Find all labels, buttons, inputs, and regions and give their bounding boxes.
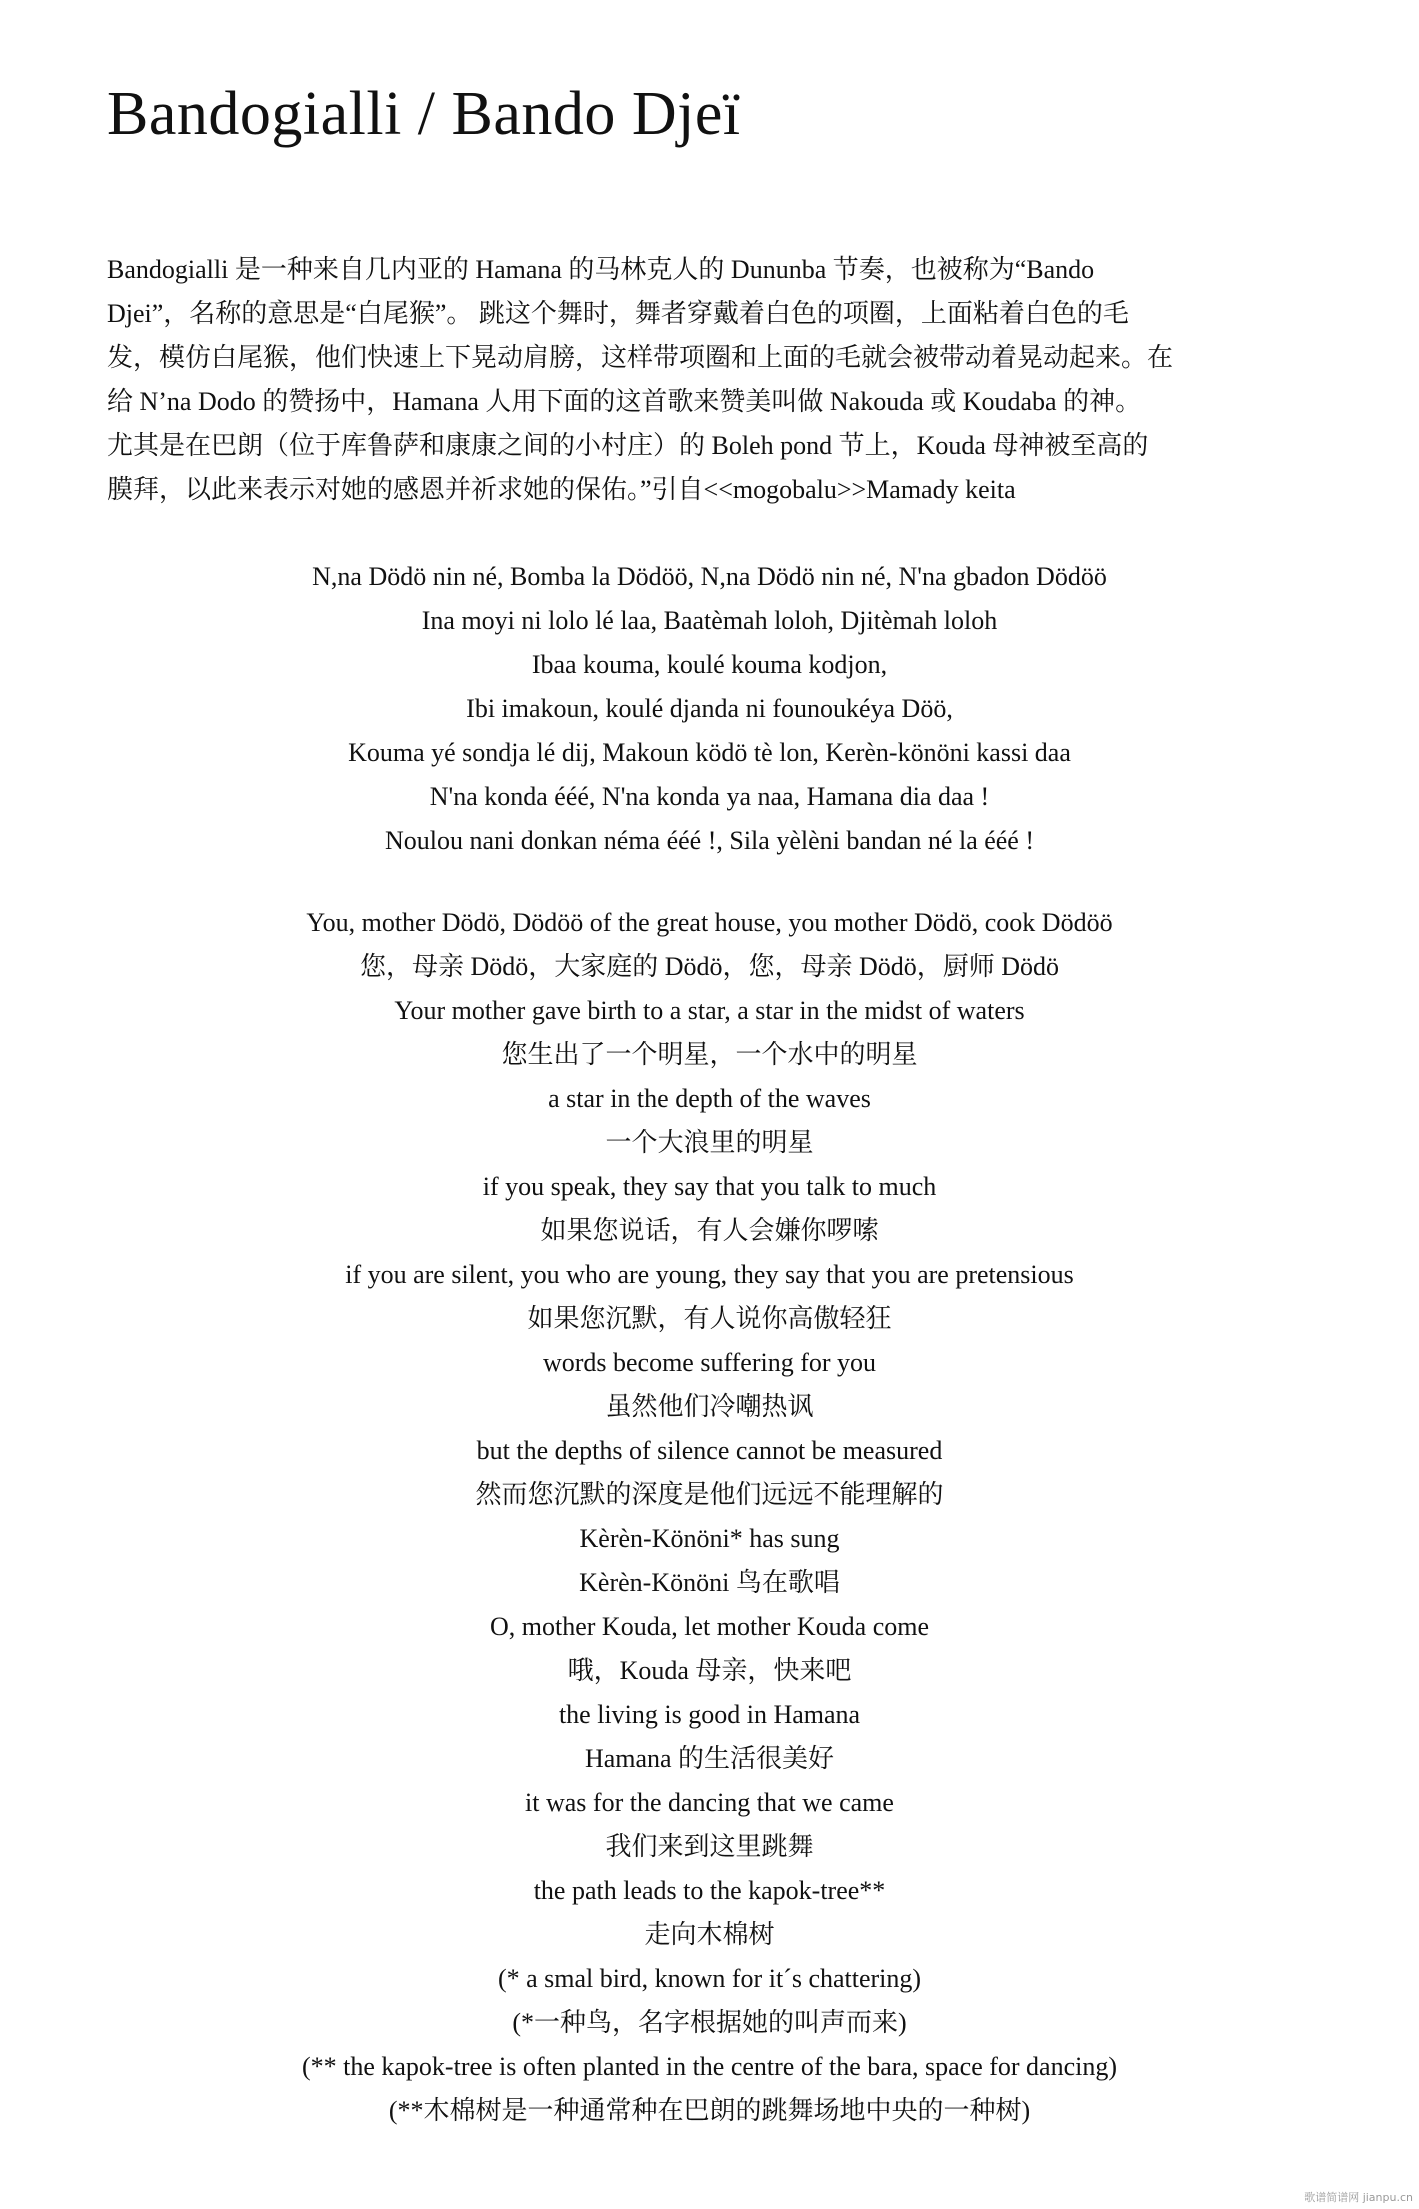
lyric-line: Ibi imakoun, koulé djanda ni founoukéya Döö, — [466, 694, 953, 723]
site-watermark: 歌谱简谱网 jianpu.cn — [1304, 2191, 1413, 2204]
translation-line: if you are silent, you who are young, they say that you are pretensious — [345, 1260, 1074, 1289]
translation-line: You, mother Dödö, Dödöö of the great house, you mother Dödö, cook Dödöö — [306, 908, 1113, 937]
translation-line: 一个大浪里的明星 — [605, 1128, 814, 1157]
translation-line: (* a smal bird, known for it´s chattering) — [497, 1964, 922, 1993]
translation-line: 如果您沉默，有人说你高傲轻狂 — [527, 1304, 892, 1333]
intro-line: 膜拜，以此来表示对她的感恩并祈求她的保佑。”引自<<mogobalu>>Mamady keita — [107, 475, 1016, 504]
lyrics-original-block — [0, 555, 1419, 863]
translation-line: if you speak, they say that you talk to much — [482, 1172, 937, 1201]
lyric-line: N,na Dödö nin né, Bomba la Dödöö, N,na Dödö nin né, N'na gbadon Dödöö — [312, 562, 1107, 591]
translation-line: (*一种鸟，名字根据她的叫声而来) — [512, 2008, 907, 2037]
translation-line: a star in the depth of the waves — [548, 1084, 871, 1113]
translation-line: O, mother Kouda, let mother Kouda come — [490, 1612, 929, 1641]
lyric-line: Ina moyi ni lolo lé laa, Baatèmah loloh, Djitèmah loloh — [421, 606, 998, 635]
page-title: Bandogialli / Bando Djeï — [107, 80, 741, 148]
translation-line: words become suffering for you — [542, 1348, 877, 1377]
lyric-line: N'na konda ééé, N'na konda ya naa, Hamana dia daa ! — [429, 782, 990, 811]
translation-line: Kèrèn-Könöni 鸟在歌唱 — [579, 1568, 840, 1597]
lyrics-translation-block — [0, 901, 1419, 2133]
translation-line: 您，母亲 Dödö，大家庭的 Dödö，您，母亲 Dödö，厨师 Dödö — [359, 952, 1060, 981]
translation-line: but the depths of silence cannot be measured — [476, 1436, 943, 1465]
translation-line: 走向木棉树 — [644, 1920, 775, 1949]
intro-line: Bandogialli 是一种来自几内亚的 Hamana 的马林克人的 Dununba 节奏，也被称为“Bando — [107, 255, 1095, 284]
translation-line: 哦，Kouda 母亲，快来吧 — [567, 1656, 852, 1685]
intro-line: Djei”，名称的意思是“白尾猴”。 跳这个舞时，舞者穿戴着白色的项圈，上面粘着白色的毛 — [107, 299, 1129, 328]
translation-line: Kèrèn-Könöni* has sung — [579, 1524, 840, 1553]
translation-line: the living is good in Hamana — [558, 1700, 861, 1729]
lyric-line: Ibaa kouma, koulé kouma kodjon, — [531, 650, 888, 679]
intro-line: 发，模仿白尾猴，他们快速上下晃动肩膀，这样带项圈和上面的毛就会被带动着晃动起来。在 — [107, 343, 1174, 372]
translation-line: Hamana 的生活很美好 — [584, 1744, 835, 1773]
intro-paragraph — [107, 248, 1357, 512]
translation-line: 虽然他们冷嘲热讽 — [605, 1392, 814, 1421]
intro-line: 尤其是在巴朗（位于库鲁萨和康康之间的小村庄）的 Boleh pond 节上，Kouda 母神被至高的 — [107, 431, 1149, 460]
lyric-line: Kouma yé sondja lé dij, Makoun ködö tè lon, Kerèn-könöni kassi daa — [348, 738, 1071, 767]
intro-line: 给 N’na Dodo 的赞扬中，Hamana 人用下面的这首歌来赞美叫做 Nakouda 或 Koudaba 的神。 — [107, 387, 1142, 416]
translation-line: 如果您说话，有人会嫌你啰嗦 — [540, 1216, 879, 1245]
translation-line: (**木棉树是一种通常种在巴朗的跳舞场地中央的一种树) — [388, 2096, 1031, 2125]
translation-line: (** the kapok-tree is often planted in the centre of the bara, space for dancing) — [301, 2052, 1118, 2081]
translation-line: 您生出了一个明星，一个水中的明星 — [501, 1040, 918, 1069]
translation-line: Your mother gave birth to a star, a star in the midst of waters — [394, 996, 1025, 1025]
lyric-line: Noulou nani donkan néma ééé !, Sila yèlèni bandan né la ééé ! — [384, 826, 1035, 855]
translation-line: 我们来到这里跳舞 — [605, 1832, 814, 1861]
translation-line: it was for the dancing that we came — [525, 1788, 894, 1817]
translation-line: 然而您沉默的深度是他们远远不能理解的 — [475, 1480, 944, 1509]
translation-line: the path leads to the kapok-tree** — [533, 1876, 886, 1905]
